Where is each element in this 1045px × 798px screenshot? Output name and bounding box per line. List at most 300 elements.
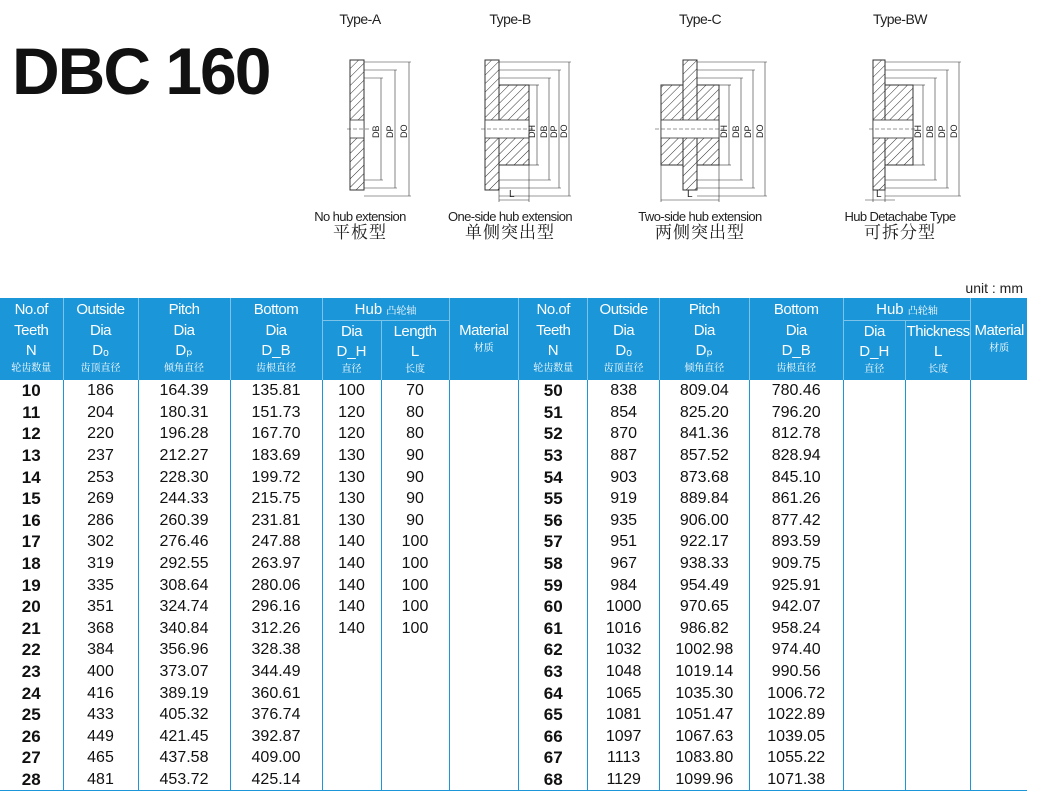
type-caption-cn: 单侧突出型 — [465, 223, 555, 242]
cell-material — [971, 682, 1027, 704]
header-hub-dia: Dia D_H 直径 — [843, 321, 905, 381]
cell-material — [971, 704, 1027, 726]
header-bottom-dia: Bottom Dia D_B 齿根直径 — [749, 298, 843, 380]
cell-pitch-dia: 889.84 — [659, 488, 749, 510]
cell-material — [971, 510, 1027, 532]
cell-outside-dia: 935 — [588, 510, 659, 532]
cell-teeth: 18 — [21, 554, 41, 574]
cell-hub-length — [381, 747, 449, 769]
table-row — [0, 466, 518, 488]
type-caption-cn: 可拆分型 — [864, 223, 936, 242]
cell-bottom-dia: 247.88 — [230, 531, 322, 553]
cell-bottom-dia: 1071.38 — [749, 769, 843, 791]
cell-hub-dia — [843, 726, 905, 748]
cell-bottom-dia: 1055.22 — [749, 747, 843, 769]
cell-teeth: 15 — [21, 489, 41, 509]
cell-teeth: 68 — [519, 769, 588, 791]
cell-teeth: 12 — [21, 424, 41, 444]
cell-bottom-dia: 409.00 — [230, 747, 322, 769]
table-row — [0, 704, 518, 726]
cell-outside-dia: 984 — [588, 574, 659, 596]
cell-hub-dia — [322, 682, 381, 704]
cell-hub-dia: 130 — [322, 445, 381, 467]
cell-teeth: 57 — [519, 531, 588, 553]
cell-pitch-dia: 212.27 — [138, 445, 230, 467]
type-caption-en: Hub Detachabe Type — [844, 209, 956, 224]
cell-bottom-dia: 376.74 — [230, 704, 322, 726]
cell-bottom-dia: 312.26 — [230, 618, 322, 640]
cell-hub-dia: 130 — [322, 488, 381, 510]
header-hub-length: Length L 长度 — [381, 321, 449, 381]
cell-outside-dia: 368 — [63, 618, 138, 640]
cell-material — [971, 488, 1027, 510]
table-row — [0, 639, 518, 661]
cell-hub-dia — [843, 747, 905, 769]
cell-bottom-dia: 199.72 — [230, 466, 322, 488]
cell-hub-length — [905, 704, 970, 726]
table-row — [0, 423, 518, 445]
cell-material — [449, 574, 518, 596]
cell-pitch-dia: 906.00 — [659, 510, 749, 532]
cell-outside-dia: 887 — [588, 445, 659, 467]
cell-hub-dia — [843, 596, 905, 618]
cell-outside-dia: 351 — [63, 596, 138, 618]
cell-hub-dia — [322, 747, 381, 769]
cell-hub-length: 80 — [381, 423, 449, 445]
dim-label-db: DB — [539, 125, 549, 138]
cell-hub-length — [905, 769, 970, 791]
cell-pitch-dia: 437.58 — [138, 747, 230, 769]
cell-teeth: 14 — [21, 467, 41, 487]
table-row — [519, 704, 1028, 726]
cell-hub-length: 70 — [381, 380, 449, 402]
cell-pitch-dia: 970.65 — [659, 596, 749, 618]
cell-hub-length: 80 — [381, 402, 449, 424]
cell-teeth: 61 — [519, 618, 588, 640]
cell-pitch-dia: 260.39 — [138, 510, 230, 532]
cell-pitch-dia: 1067.63 — [659, 726, 749, 748]
table-row — [0, 726, 518, 748]
cell-material — [449, 466, 518, 488]
cell-material — [971, 596, 1027, 618]
cell-hub-length — [905, 531, 970, 553]
cell-outside-dia: 269 — [63, 488, 138, 510]
type-bw-drawing — [835, 30, 965, 205]
cell-hub-length — [905, 596, 970, 618]
cell-pitch-dia: 244.33 — [138, 488, 230, 510]
cell-hub-dia — [843, 380, 905, 402]
cell-hub-length — [905, 639, 970, 661]
cell-bottom-dia: 861.26 — [749, 488, 843, 510]
cell-material — [449, 553, 518, 575]
cell-bottom-dia: 942.07 — [749, 596, 843, 618]
dim-label-do: DO — [949, 124, 959, 138]
cell-bottom-dia: 151.73 — [230, 402, 322, 424]
table-row — [0, 682, 518, 704]
cell-outside-dia: 416 — [63, 682, 138, 704]
cell-outside-dia: 400 — [63, 661, 138, 683]
cell-teeth: 67 — [519, 747, 588, 769]
table-row — [519, 553, 1028, 575]
cell-outside-dia: 854 — [588, 402, 659, 424]
cell-pitch-dia: 986.82 — [659, 618, 749, 640]
cell-pitch-dia: 340.84 — [138, 618, 230, 640]
cell-hub-dia — [322, 769, 381, 791]
cell-teeth: 19 — [21, 575, 41, 595]
cell-hub-length — [381, 726, 449, 748]
cell-outside-dia: 1113 — [588, 747, 659, 769]
cell-teeth: 62 — [519, 639, 588, 661]
type-a-drawing — [295, 30, 425, 205]
cell-pitch-dia: 356.96 — [138, 639, 230, 661]
header-hub: Hub 凸轮轴 — [843, 298, 971, 321]
cell-bottom-dia: 263.97 — [230, 553, 322, 575]
cell-pitch-dia: 857.52 — [659, 445, 749, 467]
cell-outside-dia: 481 — [63, 769, 138, 791]
cell-outside-dia: 967 — [588, 553, 659, 575]
cell-pitch-dia: 1051.47 — [659, 704, 749, 726]
header-material: Material 材质 — [449, 298, 518, 380]
cell-hub-dia — [322, 726, 381, 748]
table-row — [519, 445, 1028, 467]
cell-outside-dia: 465 — [63, 747, 138, 769]
table-row — [0, 488, 518, 510]
table-row — [519, 380, 1028, 402]
cell-teeth: 64 — [519, 682, 588, 704]
cell-bottom-dia: 990.56 — [749, 661, 843, 683]
cell-hub-length — [381, 661, 449, 683]
cell-hub-dia — [843, 466, 905, 488]
cell-material — [449, 639, 518, 661]
cell-bottom-dia: 877.42 — [749, 510, 843, 532]
cell-outside-dia: 335 — [63, 574, 138, 596]
header-outside-dia: Outside Dia Dₒ 齿顶直径 — [588, 298, 659, 380]
product-title: DBC 160 — [12, 34, 270, 108]
cell-teeth: 27 — [21, 748, 41, 768]
table-row — [519, 726, 1028, 748]
cell-teeth: 59 — [519, 574, 588, 596]
cell-material — [449, 596, 518, 618]
type-caption-cn: 两侧突出型 — [655, 223, 745, 242]
cell-hub-length — [905, 466, 970, 488]
cell-hub-dia — [843, 553, 905, 575]
header-pitch-dia: Pitch Dia Dₚ 倾角直径 — [138, 298, 230, 380]
cell-hub-length: 100 — [381, 531, 449, 553]
table-row — [0, 445, 518, 467]
table-row — [519, 510, 1028, 532]
spec-table-left — [0, 298, 518, 791]
cell-bottom-dia: 360.61 — [230, 682, 322, 704]
cell-pitch-dia: 1099.96 — [659, 769, 749, 791]
cell-teeth: 23 — [21, 662, 41, 682]
cell-material — [449, 510, 518, 532]
cell-material — [449, 726, 518, 748]
cell-hub-dia: 130 — [322, 510, 381, 532]
cell-material — [449, 402, 518, 424]
table-row — [0, 596, 518, 618]
cell-pitch-dia: 373.07 — [138, 661, 230, 683]
cell-teeth: 13 — [21, 446, 41, 466]
cell-hub-dia: 140 — [322, 553, 381, 575]
cell-hub-dia — [843, 682, 905, 704]
cell-teeth: 24 — [21, 683, 41, 703]
table-row — [519, 682, 1028, 704]
cell-teeth: 51 — [519, 402, 588, 424]
table-row — [519, 661, 1028, 683]
dim-label-l: L — [876, 189, 882, 200]
cell-teeth: 66 — [519, 726, 588, 748]
cell-material — [449, 682, 518, 704]
type-caption-en: No hub extension — [314, 209, 406, 224]
table-row — [0, 661, 518, 683]
dim-label-do: DO — [399, 124, 409, 138]
cell-hub-length — [905, 445, 970, 467]
cell-hub-length — [905, 423, 970, 445]
cell-bottom-dia: 231.81 — [230, 510, 322, 532]
table-row — [0, 574, 518, 596]
cell-bottom-dia: 893.59 — [749, 531, 843, 553]
cell-material — [449, 445, 518, 467]
type-b-drawing — [445, 30, 575, 205]
cell-outside-dia: 433 — [63, 704, 138, 726]
cell-bottom-dia: 812.78 — [749, 423, 843, 445]
cell-hub-dia — [843, 574, 905, 596]
cell-bottom-dia: 780.46 — [749, 380, 843, 402]
cell-outside-dia: 838 — [588, 380, 659, 402]
cell-teeth: 53 — [519, 445, 588, 467]
cell-teeth: 10 — [21, 381, 41, 401]
cell-teeth: 65 — [519, 704, 588, 726]
cell-pitch-dia: 164.39 — [138, 380, 230, 402]
cell-bottom-dia: 280.06 — [230, 574, 322, 596]
dim-label-dh: DH — [719, 125, 729, 138]
cell-outside-dia: 1000 — [588, 596, 659, 618]
header-outside-dia: Outside Dia Dₒ 齿顶直径 — [63, 298, 138, 380]
cell-pitch-dia: 389.19 — [138, 682, 230, 704]
cell-hub-length — [381, 769, 449, 791]
cell-pitch-dia: 405.32 — [138, 704, 230, 726]
cell-hub-length — [905, 747, 970, 769]
cell-bottom-dia: 828.94 — [749, 445, 843, 467]
cell-hub-length: 100 — [381, 574, 449, 596]
cell-pitch-dia: 196.28 — [138, 423, 230, 445]
cell-teeth: 16 — [21, 510, 41, 530]
cell-pitch-dia: 1035.30 — [659, 682, 749, 704]
header-hub-dia: Dia D_H 直径 — [322, 321, 381, 381]
cell-material — [971, 402, 1027, 424]
cell-hub-length: 90 — [381, 488, 449, 510]
cell-hub-length — [905, 618, 970, 640]
cell-hub-length — [905, 682, 970, 704]
type-label: Type-C — [678, 11, 722, 27]
cell-hub-length: 100 — [381, 553, 449, 575]
cell-pitch-dia: 922.17 — [659, 531, 749, 553]
cell-hub-length — [381, 682, 449, 704]
cell-hub-length — [381, 639, 449, 661]
cell-hub-dia — [322, 704, 381, 726]
spec-table-right — [518, 298, 1027, 791]
cell-outside-dia: 951 — [588, 531, 659, 553]
header-teeth: No.of Teeth N 轮齿数量 — [519, 298, 588, 380]
cell-hub-dia — [843, 704, 905, 726]
cell-hub-dia — [843, 769, 905, 791]
type-label: Type-A — [339, 11, 381, 27]
cell-teeth: 58 — [519, 553, 588, 575]
cell-pitch-dia: 228.30 — [138, 466, 230, 488]
table-row — [0, 553, 518, 575]
cell-pitch-dia: 1083.80 — [659, 747, 749, 769]
table-row — [519, 596, 1028, 618]
dim-label-dp: DP — [549, 125, 559, 138]
cell-bottom-dia: 974.40 — [749, 639, 843, 661]
cell-teeth: 54 — [519, 466, 588, 488]
dim-label-l: L — [687, 189, 693, 200]
cell-outside-dia: 204 — [63, 402, 138, 424]
cell-pitch-dia: 292.55 — [138, 553, 230, 575]
cell-hub-dia — [843, 402, 905, 424]
type-b-diagram — [415, 8, 605, 242]
cell-hub-length — [905, 510, 970, 532]
cell-material — [971, 574, 1027, 596]
cell-outside-dia: 286 — [63, 510, 138, 532]
cell-material — [971, 531, 1027, 553]
dim-label-dp: DP — [385, 125, 395, 138]
cell-hub-dia — [843, 488, 905, 510]
cell-outside-dia: 302 — [63, 531, 138, 553]
cell-material — [449, 661, 518, 683]
dim-label-dh: DH — [527, 125, 537, 138]
cell-pitch-dia: 421.45 — [138, 726, 230, 748]
cell-bottom-dia: 845.10 — [749, 466, 843, 488]
cell-bottom-dia: 215.75 — [230, 488, 322, 510]
table-row — [0, 769, 518, 791]
dim-label-dp: DP — [743, 125, 753, 138]
cell-hub-length: 90 — [381, 466, 449, 488]
cell-bottom-dia: 344.49 — [230, 661, 322, 683]
cell-material — [971, 553, 1027, 575]
type-caption-cn: 平板型 — [333, 223, 387, 242]
table-row — [519, 423, 1028, 445]
header-bottom-dia: Bottom Dia D_B 齿根直径 — [230, 298, 322, 380]
cell-hub-dia — [843, 531, 905, 553]
cell-hub-length — [381, 704, 449, 726]
cell-hub-length — [905, 380, 970, 402]
table-row — [519, 402, 1028, 424]
table-row — [519, 466, 1028, 488]
cell-teeth: 25 — [21, 705, 41, 725]
dim-label-do: DO — [559, 124, 569, 138]
cell-bottom-dia: 909.75 — [749, 553, 843, 575]
type-caption-en: Two-side hub extension — [638, 209, 762, 224]
cell-bottom-dia: 425.14 — [230, 769, 322, 791]
cell-outside-dia: 220 — [63, 423, 138, 445]
table-row — [519, 618, 1028, 640]
cell-bottom-dia: 925.91 — [749, 574, 843, 596]
unit-label: unit : mm — [965, 280, 1023, 296]
cell-teeth: 50 — [519, 380, 588, 402]
type-c-drawing — [625, 30, 775, 205]
cell-outside-dia: 1097 — [588, 726, 659, 748]
cell-hub-length: 90 — [381, 445, 449, 467]
dim-label-do: DO — [755, 124, 765, 138]
cell-hub-length — [905, 574, 970, 596]
cell-pitch-dia: 308.64 — [138, 574, 230, 596]
table-row — [0, 531, 518, 553]
cell-pitch-dia: 324.74 — [138, 596, 230, 618]
cell-teeth: 26 — [21, 726, 41, 746]
cell-material — [971, 618, 1027, 640]
cell-teeth: 17 — [21, 532, 41, 552]
cell-bottom-dia: 167.70 — [230, 423, 322, 445]
cell-outside-dia: 319 — [63, 553, 138, 575]
cell-pitch-dia: 1002.98 — [659, 639, 749, 661]
cell-teeth: 60 — [519, 596, 588, 618]
table-row — [519, 639, 1028, 661]
cell-material — [971, 661, 1027, 683]
table-row — [0, 510, 518, 532]
cell-hub-length: 100 — [381, 596, 449, 618]
cell-outside-dia: 1048 — [588, 661, 659, 683]
cell-material — [449, 769, 518, 791]
table-row — [519, 531, 1028, 553]
cell-material — [971, 445, 1027, 467]
header-material: Material 材质 — [971, 298, 1027, 380]
cell-outside-dia: 449 — [63, 726, 138, 748]
table-row — [0, 618, 518, 640]
cell-material — [449, 618, 518, 640]
cell-bottom-dia: 1006.72 — [749, 682, 843, 704]
cell-teeth: 63 — [519, 661, 588, 683]
cell-hub-length — [905, 402, 970, 424]
cell-hub-length — [905, 488, 970, 510]
cell-hub-length: 90 — [381, 510, 449, 532]
cell-outside-dia: 1081 — [588, 704, 659, 726]
cell-hub-length — [905, 661, 970, 683]
cell-hub-dia: 130 — [322, 466, 381, 488]
cell-teeth: 11 — [22, 402, 41, 422]
cell-bottom-dia: 958.24 — [749, 618, 843, 640]
table-row — [0, 380, 518, 402]
cell-teeth: 55 — [519, 488, 588, 510]
cell-hub-dia — [843, 510, 905, 532]
table-row — [519, 747, 1028, 769]
cell-pitch-dia: 180.31 — [138, 402, 230, 424]
cell-teeth: 52 — [519, 423, 588, 445]
header-pitch-dia: Pitch Dia Dₚ 倾角直径 — [659, 298, 749, 380]
type-c-diagram — [605, 8, 795, 242]
cell-material — [971, 726, 1027, 748]
cell-hub-dia: 120 — [322, 423, 381, 445]
table-row — [519, 574, 1028, 596]
type-label: Type-B — [489, 11, 531, 27]
cell-hub-dia: 120 — [322, 402, 381, 424]
cell-material — [449, 747, 518, 769]
dim-label-db: DB — [731, 125, 741, 138]
cell-teeth: 28 — [0, 769, 63, 791]
cell-hub-dia: 100 — [322, 380, 381, 402]
cell-bottom-dia: 135.81 — [230, 380, 322, 402]
cell-pitch-dia: 938.33 — [659, 553, 749, 575]
cell-outside-dia: 1032 — [588, 639, 659, 661]
cell-hub-length — [905, 553, 970, 575]
cell-material — [971, 380, 1027, 402]
cell-outside-dia: 1016 — [588, 618, 659, 640]
cell-bottom-dia: 392.87 — [230, 726, 322, 748]
cell-material — [971, 639, 1027, 661]
cell-hub-dia: 140 — [322, 618, 381, 640]
cell-pitch-dia: 841.36 — [659, 423, 749, 445]
cell-material — [971, 423, 1027, 445]
